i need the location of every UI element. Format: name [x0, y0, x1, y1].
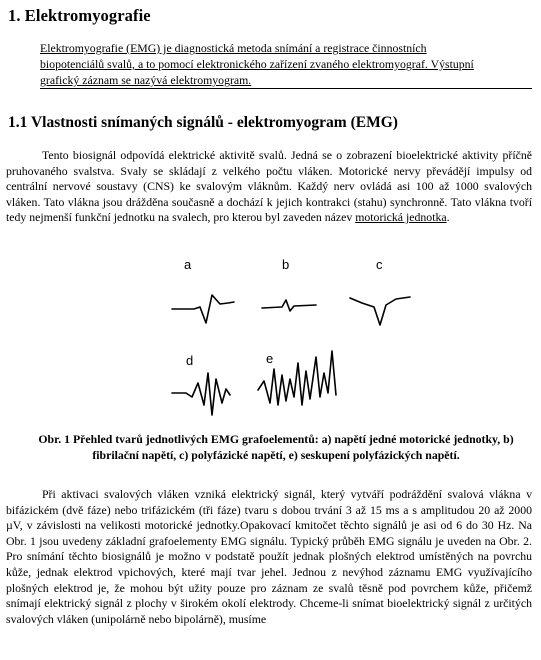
- section-title: 1. Elektromyografie: [8, 6, 151, 25]
- definition-text: [40, 40, 532, 88]
- figure-caption: Obr. 1 Přehled tvarů jednotlivých EMG grafoelementů: a) napětí jedné motorické jednotky, b) fibrilační napětí, c) polyfázické napětí, e) seskupení polyfázických napětí.: [38, 432, 514, 462]
- emg-waveform-figure: [170, 255, 430, 430]
- emg-waveform-drawing: [170, 255, 430, 430]
- waveform-d: [172, 373, 230, 415]
- subsection-title: 1.1 Vlastnosti snímaných signálů - elektromyogram (EMG): [8, 114, 398, 131]
- paragraph-1-text: Tento biosignál odpovídá elektrické aktivitě svalů. Jedná se o zobrazení bioelektrické aktivity příčně pruhovaného svalstva. Svaly se skládají z velkého počtu vláken. Motorické nervy převádějí impulsy od centrální nervové soustavy (CNS) ke svalovým vláknům. Každý nerv ovládá asi 100 až 1000 svalových vláken. Tato vlákna jsou drážděna současně a dochází k jejich kontrakci (stahu) synchronně. Tato vlákna tvoří tedy nejmenší funkční jednotku na svalech, pro kterou byl zaveden název: [6, 148, 532, 225]
- figure-label-a: a: [184, 257, 192, 272]
- definition-box: [40, 40, 532, 89]
- definition-line-2: biopotenciálů svalů, a to pomocí elektronického zařízení zvaného elektromyograf. Výstupní: [40, 57, 474, 71]
- paragraph-1: [6, 148, 532, 226]
- waveform-b: [262, 300, 316, 311]
- definition-line-1: Elektromyografie (EMG) je diagnostická metoda snímání a registrace činnostních: [40, 41, 427, 55]
- figure-label-d: d: [186, 353, 194, 368]
- figure-label-e: e: [266, 351, 274, 366]
- motor-unit-term: motorická jednotka: [355, 210, 447, 225]
- waveform-c: [350, 297, 410, 325]
- paragraph-1-end: .: [446, 210, 450, 225]
- definition-line-3: grafický záznam se nazývá elektromyogram.: [40, 73, 252, 87]
- figure-label-c: c: [376, 257, 383, 272]
- waveform-a: [172, 295, 234, 323]
- paragraph-2: Při aktivaci svalových vláken vzniká elektrický signál, který vytváří podráždění svalová vlákna v bifázickém (dvě fáze) nebo trifázickém (tři fáze) tvaru s dobou trvání 3 až 15 ms a s amplitudou 20 až 2000 µV, v závislosti na velikosti motorické jednotky.Opakovací kmitočet těchto signálů je asi od 6 do 30 Hz. Na Obr. 1 jsou uvedeny základní grafoelementy EMG signálu. Typický průběh EMG signálu je uveden na Obr. 2. Pro snímání těchto biosignálů je možno v podstatě použít jednak plošných elektrod umístěných na povrchu kůže, jednak elektrod vpichových, které mají tvar jehel. Jednou z nevýhod záznamu EMG využívajícího plošných elektrod je, že mohou být užity pouze pro záznam ze svalů těsně pod povrchem kůže, přičemž snímají elektrický signál z plochy v širokém okolí elektrody. Chceme-li snímat bioelektrický signál z určitých svalových vláken (unipolárně nebo bipolárně), musíme: [6, 487, 532, 626]
- figure-label-b: b: [282, 257, 290, 272]
